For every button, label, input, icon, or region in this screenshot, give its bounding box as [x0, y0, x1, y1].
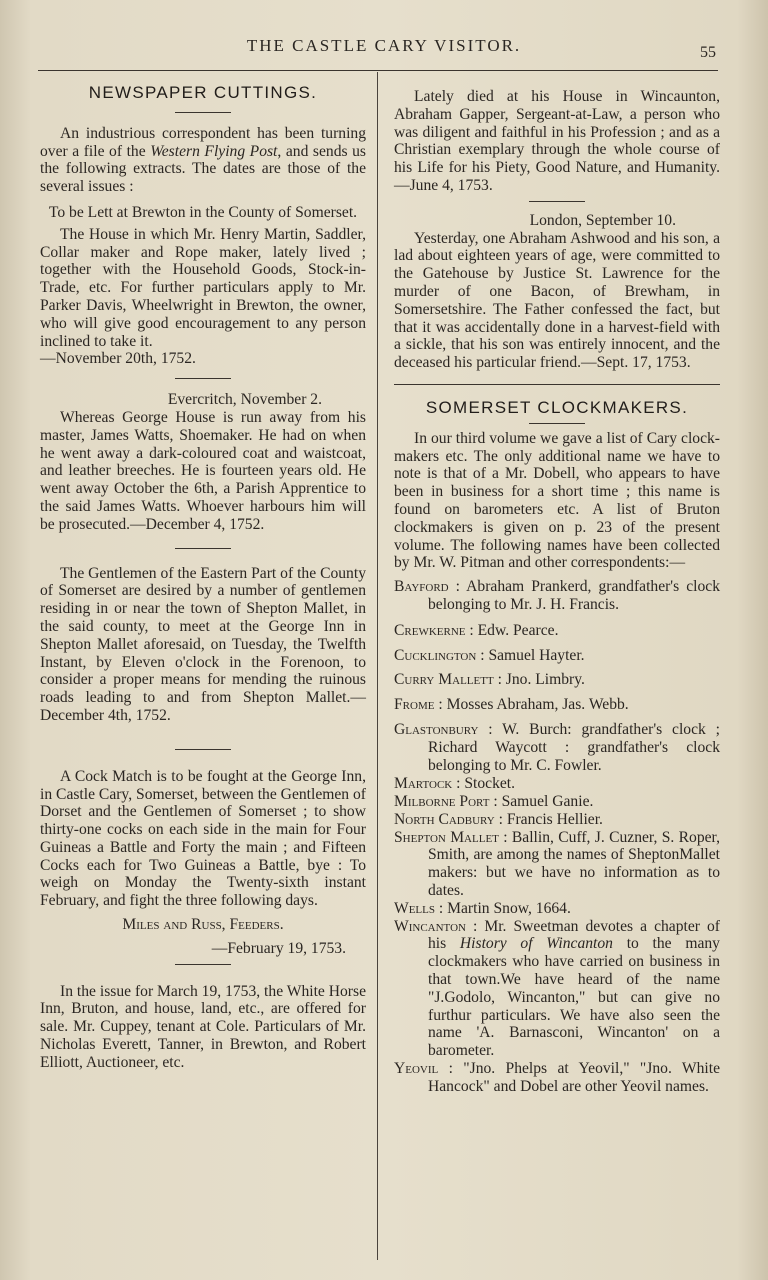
entry-text: : Samuel Hayter. [476, 646, 585, 664]
entry-text: : "Jno. Phelps at Yeovil," "Jno. White Hancock" and Dobel are other Yeovil names. [428, 1060, 720, 1095]
newspaper-name: Western Flying Post [150, 142, 278, 160]
entry-text: : Francis Hellier. [494, 810, 603, 828]
left-column [40, 84, 366, 1072]
entry-place: North Cadbury [394, 810, 495, 828]
entry-crewkerne [394, 622, 720, 640]
entry-text: : Martin Snow, 1664. [435, 899, 571, 917]
entry-wells [394, 900, 720, 918]
entry-place: Glastonbury [394, 720, 479, 738]
entry-text: : Jno. Limbry. [493, 671, 585, 689]
entry-glastonbury [394, 721, 720, 774]
ad2-body: Whereas George House is run away from his master, James Watts, Shoemaker. He had on when he went away a dark-coloured coat and waistcoat, and leather breeches. He is fourteen years old. He went away October the 6th, a Parish Apprentice to the said James Watts. Whoever harbours him will be prosecuted.—December 4, 1752. [40, 408, 366, 533]
ad7-body: Yesterday, one Abraham Ashwood and his son, a lad about eighteen years of age, were committed to the Gatehouse by Justice St. Lawrence for the murder of one Bacon, of Brewham, in Somersetshire. The Father confessed the fact, but that it was accidentally done in a harvest-field with a sickle, that his son was entirely innocent, and the deceased his particular friend.—Sept. 17, 1753. [394, 229, 720, 372]
ad1-date: —November 20th, 1752. [40, 350, 196, 368]
entry-text: : Edw. Pearce. [465, 621, 559, 639]
entry-shepton-mallet [394, 829, 720, 900]
entry-place: Shepton Mallet [394, 828, 499, 846]
entry-text: : Samuel Ganie. [489, 793, 594, 811]
separator-rule [175, 378, 231, 379]
separator-rule [175, 964, 231, 965]
ad4-date: —February 19, 1753. [211, 939, 346, 957]
ad2-dateline: Evercritch, November 2. [167, 391, 322, 409]
intro-paragraph [40, 125, 366, 196]
ad1-body: The House in which Mr. Henry Martin, Saddler, Collar maker and Rope maker, lately lived ; together with the Household Goods, Stock-in-Trade, etc. For further particulars apply to Mr. Parker Davis, Wheelwright in Brewton, the owner, who will give good encouragement to any person inclined to take it. [40, 225, 366, 350]
entry-text: : W. Burch: grandfather's clock ; Richard Waycott : grandfather's clock belonging to Mr. C. Fowler. [428, 720, 720, 774]
entry-text: : Mosses Abraham, Jas. Webb. [434, 696, 629, 714]
ad4-feeders: Miles and Russ, Feeders. [122, 916, 284, 934]
entry-text: : Mr. Sweetman devotes a chapter of his [428, 917, 720, 953]
header-rule [38, 70, 718, 71]
separator-rule [175, 749, 231, 750]
entry-text: to the many clockmakers who have carried on business in that town.We have heard of the name "J.Godolo, Wincanton," but can give no furthur particulars. We have also seen the name 'A. Barnasconi, Wincanton' on a barometer. [428, 935, 720, 1060]
entry-place: Bayford [394, 578, 449, 596]
entry-place: Curry Mallett [394, 671, 494, 689]
right-column [394, 88, 720, 1096]
entry-cucklington [394, 647, 720, 665]
entry-text: : Ballin, Cuff, J. Cuzner, S. Roper, Smith, are among the names of SheptonMallet makers: but we have no information as to dates. [428, 828, 721, 900]
column-divider [377, 72, 378, 1260]
title-rule [529, 423, 585, 424]
intro-text-a: An industrious correspondent has been turning over a file of the [40, 124, 366, 160]
entry-text: : Stocket. [452, 775, 516, 793]
entry-place: Wells [394, 899, 435, 917]
ad5-body: In the issue for March 19, 1753, the White Horse Inn, Bruton, and house, land, etc., are offered for sale. Mr. Cuppey, tenant at Cole. Particulars of Mr. Nicholas Everett, Tanner, in Brewton, and Robert Elliott, Auctioneer, etc. [40, 982, 366, 1071]
ad4-body: A Cock Match is to be fought at the George Inn, in Castle Cary, Somerset, between the Gentlemen of Dorset and the Gentlemen of Somerset ; to show thirty-one cocks on each side in the main for Four Guineas a Battle and Forty the main ; and Fifteen Cocks each for Two Guineas a Battle, bye : To weigh on Monday the Twenty-sixth instant February, and fight the three following days. [40, 767, 366, 910]
section-title-newspaper-cuttings: NEWSPAPER CUTTINGS. [88, 83, 318, 102]
ad7-dateline: London, September 10. [529, 211, 676, 229]
entry-place: Wincanton [394, 917, 466, 935]
entry-place: Cucklington [394, 646, 477, 664]
entry-yeovil [394, 1060, 720, 1096]
ad3-body: The Gentlemen of the Eastern Part of the County of Somerset are desired by a number of gentlemen residing in or near the town of Shepton Mallet, in the said county, to meet at the George Inn in Shepton Mallet aforesaid, on Tuesday, the Twelfth Instant, by Eleven o'clock in the Forenoon, to consider a proper means for mending the ruinous roads leading to and from Shepton Mallet.— December 4th, 1752. [40, 564, 366, 724]
entry-martock [394, 775, 720, 793]
entry-place: Martock [394, 775, 453, 793]
entry-place: Milborne Port [394, 793, 490, 811]
intro-text-c: , and sends us the following extracts. The dates are those of the several issues : [40, 142, 366, 196]
section-title-somerset-clockmakers: SOMERSET CLOCKMAKERS. [425, 397, 689, 417]
entry-bayford [394, 578, 720, 614]
book-title: History of Wincanton [459, 935, 613, 953]
page-number: 55 [700, 44, 716, 61]
separator-rule [529, 201, 585, 202]
clock-intro: In our third volume we gave a list of Cary clock-makers etc. The only additional name we have to note is that of a Mr. Dobell, who appears to have been in business for a short time ; this name is found on barometers etc. A list of Bruton clockmakers is given on p. 23 of the present volume. The following names have been collected by Mr. W. Pitman and other correspondents:— [394, 429, 720, 572]
entry-frome [394, 696, 720, 714]
running-title: THE CASTLE CARY VISITOR. [246, 36, 522, 55]
entry-curry-mallett [394, 671, 720, 689]
entry-place: Yeovil [394, 1060, 439, 1078]
entry-text: : Abraham Prankerd, grandfather's clock belonging to Mr. J. H. Francis. [428, 578, 720, 613]
entry-place: Crewkerne [394, 621, 466, 639]
title-rule [175, 112, 231, 113]
ad1-heading: To be Lett at Brewton in the County of Somerset. [48, 203, 358, 221]
entry-place: Frome [394, 696, 435, 714]
ad6-body: Lately died at his House in Wincaunton, Abraham Gapper, Sergeant-at-Law, a person who was diligent and faithful in his Profession ; and as a Christian exemplary through the whole course of his Life for his Piety, Good Nature, and Humanity.—June 4, 1753. [394, 88, 720, 194]
entry-wincanton [394, 918, 720, 1060]
separator-rule [175, 548, 231, 549]
section-rule [394, 384, 720, 385]
entry-north-cadbury [394, 811, 720, 829]
entry-milborne-port [394, 793, 720, 811]
